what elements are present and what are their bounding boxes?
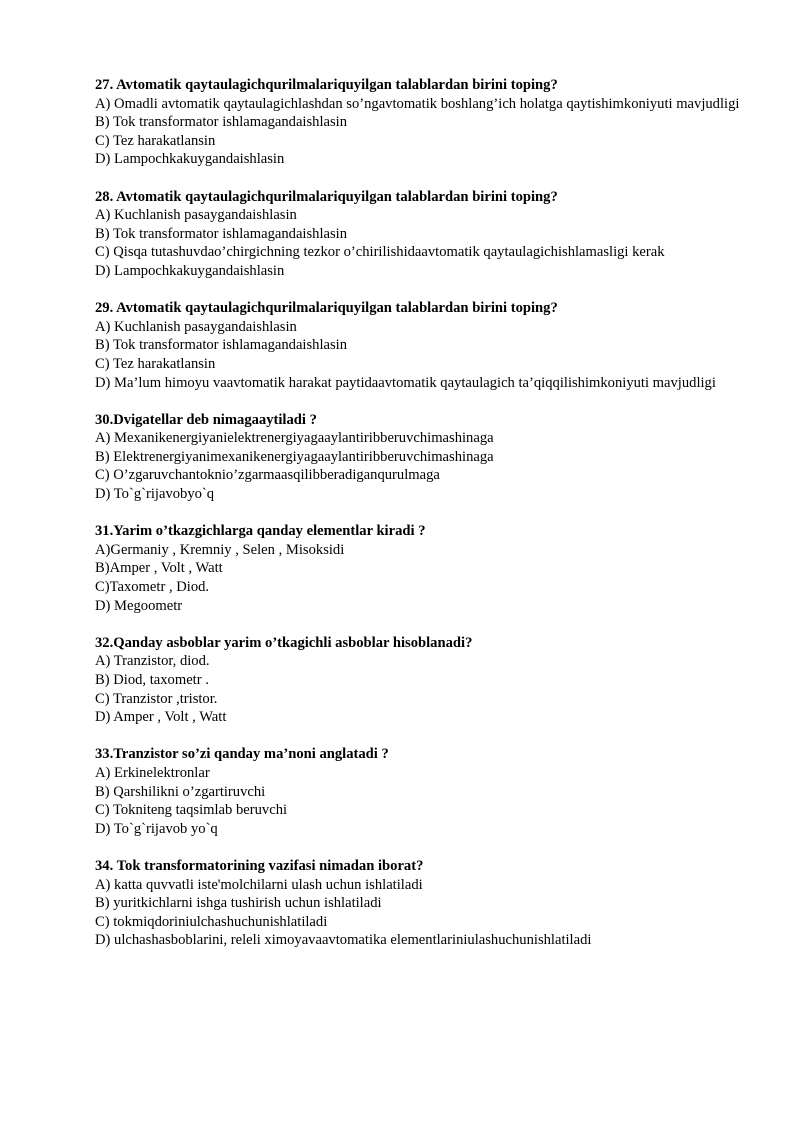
option-d: D) Megoometr — [95, 597, 183, 614]
option-d: D) Ma’lum himoyu vaavtomatik harakat paytidaavtomatik qaytaulagich ta’qiqqilishimkoniyuti mavjudligi — [95, 374, 716, 391]
option-b: B) Elektrenergiyanimexanikenergiyagaaylantiribberuvchimashinaga — [95, 448, 494, 465]
question-title: 32.Qanday asboblar yarim o’tkagichli asboblar hisoblanadi? — [95, 634, 473, 651]
option-b: B) Tok transformator ishlamagandaishlasin — [95, 337, 348, 354]
question-33 — [95, 745, 745, 838]
option-b: B) Diod, taxometr . — [95, 672, 209, 688]
question-title: 30.Dvigatellar deb nimagaaytiladi ? — [95, 411, 317, 428]
question-title: 34. Tok transformatorining vazifasi nimadan iborat? — [95, 857, 424, 874]
option-c: C)Taxometr , Diod. — [95, 579, 210, 596]
option-d: D) Lampochkakuygandaishlasin — [95, 151, 285, 168]
question-title: 29. Avtomatik qaytaulagichqurilmalariquyilgan talablardan birini toping? — [95, 300, 558, 317]
option-b: B) Qarshilikni o’zgartiruvchi — [95, 783, 266, 800]
question-28 — [95, 188, 745, 281]
option-a: A) Mexanikenergiyanielektrenergiyagaaylantiribberuvchimashinaga — [95, 430, 494, 447]
question-27 — [95, 76, 745, 169]
question-31 — [95, 522, 745, 615]
option-b: B) yuritkichlarni ishga tushirish uchun ishlatiladi — [95, 895, 382, 912]
option-c: C) Tranzistor ,tristor. — [95, 690, 218, 707]
option-c: C) Tokniteng taqsimlab beruvchi — [95, 802, 288, 819]
option-a: A)Germaniy , Kremniy , Selen , Misoksidi — [95, 541, 345, 558]
option-a: A) Erkinelektronlar — [95, 764, 210, 781]
option-d: D) Amper , Volt , Watt — [95, 709, 227, 726]
question-title: 33.Tranzistor so’zi qanday ma’noni anglatadi ? — [95, 746, 389, 763]
question-32 — [95, 634, 745, 727]
question-title: 27. Avtomatik qaytaulagichqurilmalariquyilgan talablardan birini toping? — [95, 77, 558, 93]
option-a: A) Tranzistor, diod. — [95, 653, 210, 670]
option-c: C) Tez harakatlansin — [95, 132, 216, 149]
option-b: B) Tok transformator ishlamagandaishlasin — [95, 225, 348, 242]
option-a: A) katta quvvatli iste'molchilarni ulash uchun ishlatiladi — [95, 876, 423, 893]
question-29 — [95, 299, 745, 392]
option-c: C) Tez harakatlansin — [95, 355, 216, 372]
document-page — [95, 76, 745, 969]
question-title: 31.Yarim o’tkazgichlarga qanday elementlar kiradi ? — [95, 523, 426, 540]
option-b: B)Amper , Volt , Watt — [95, 560, 223, 577]
option-d: D) To`g`rijavobyo`q — [95, 486, 215, 503]
question-30 — [95, 411, 745, 504]
option-a: A) Kuchlanish pasaygandaishlasin — [95, 318, 297, 335]
option-a: A) Omadli avtomatik qaytaulagichlashdan so’ngavtomatik boshlang’ich holatga qaytishimkoniyuti mavjudligi — [95, 95, 740, 112]
option-c: C) tokmiqdoriniulchashuchunishlatiladi — [95, 913, 328, 930]
option-c: C) Qisqa tutashuvdao’chirgichning tezkor o’chirilishidaavtomatik qaytaulagichishlamasligi kerak — [95, 244, 665, 261]
option-d: D) To`g`rijavob yo`q — [95, 820, 218, 837]
option-a: A) Kuchlanish pasaygandaishlasin — [95, 207, 297, 224]
option-d: D) ulchashasboblarini, releli ximoyavaavtomatika elementlariniulashuchunishlatiladi — [95, 932, 592, 949]
question-34 — [95, 857, 745, 950]
question-title: 28. Avtomatik qaytaulagichqurilmalariquyilgan talablardan birini toping? — [95, 188, 558, 205]
option-d: D) Lampochkakuygandaishlasin — [95, 262, 285, 279]
option-c: C) O’zgaruvchantoknio’zgarmaasqilibberadiganqurulmaga — [95, 467, 440, 484]
option-b: B) Tok transformator ishlamagandaishlasin — [95, 114, 348, 131]
